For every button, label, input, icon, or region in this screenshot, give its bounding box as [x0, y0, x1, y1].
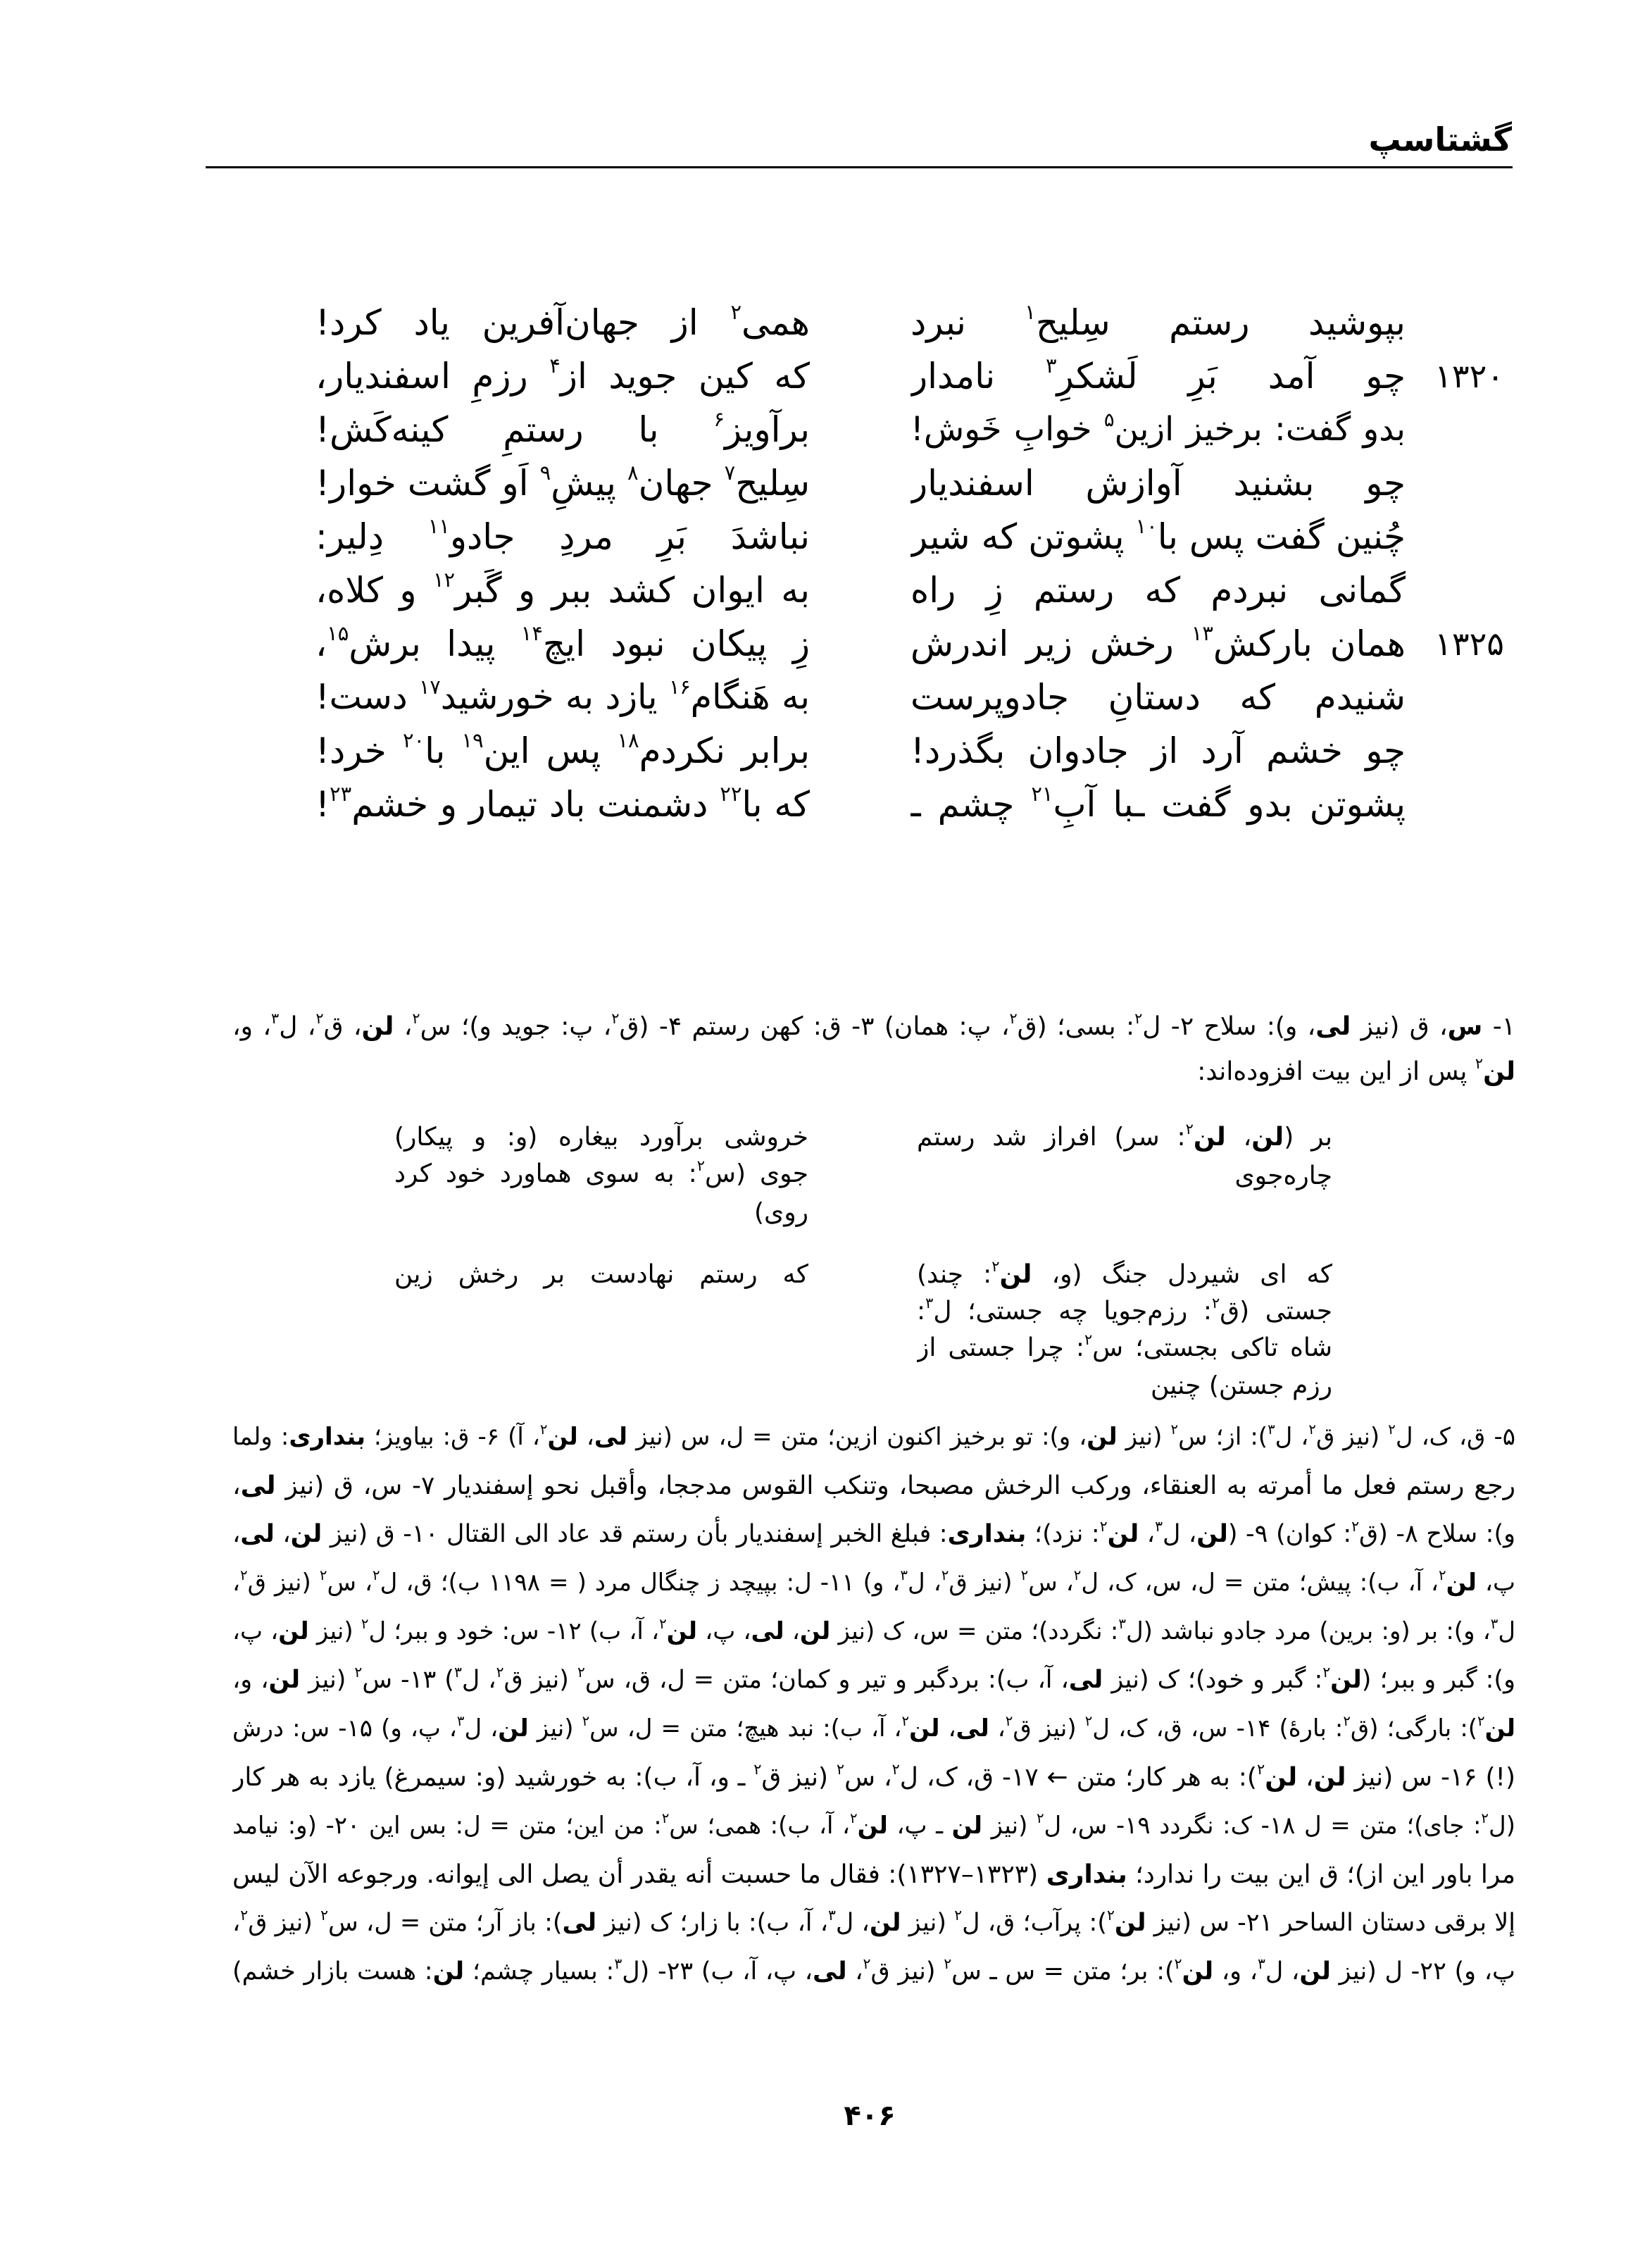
apparatus-line: (ل$^۲$: جای)؛ متن = ل ۱۸- ک: نگردد ۱۹- س، ل$^۲$ (نیز لن ـ پ، لن$^۲$، آ، ب): همی؛ س$^۲$: من این؛ متن = ل: بس این ۲۰- (و: نیامد [232, 1810, 1515, 1840]
footnote-ref: ۲ [1439, 1567, 1446, 1584]
footnote-ref: ۵ [1103, 409, 1115, 431]
footnote-ref: ۲ [1084, 1713, 1093, 1730]
hemistich-left: برآویز$^۶$ با رستمِ کینه‌کَش! [315, 407, 810, 450]
footnote-ref: ۱ [1025, 300, 1036, 325]
footnote-ref: ۱۳ [1191, 621, 1213, 646]
footnote-ref: ۱۲ [432, 568, 456, 592]
footnote-ref: ۳ [270, 1010, 280, 1028]
footnote-ref: ۲ [319, 1567, 327, 1584]
footnote-ref: ۲ [1343, 1713, 1351, 1730]
verse-number [1408, 296, 1504, 349]
siglum-bold: لن [278, 1617, 309, 1645]
hemistich-left: به ایوان کشد ببر و گَبر$^{۱۲}$ و کلاه، [315, 568, 810, 611]
apparatus-line: و): گبر و ببر؛ (لن$^۲$: گبر و خود)؛ ک (نیز لی، آ، ب): بردگبر و تیر و کمان؛ متن = ل، ق، س$^۲$ (نیز ق$^۲$، ل$^۳$) ۱۳- س$^۲$ (نیز لن، و، [232, 1663, 1515, 1694]
siglum-bold: لن [1483, 1057, 1515, 1086]
hemistich-right: چُنین گفت پس با$^{۱۰}$ پشوتن که شیر [911, 514, 1406, 557]
footnote-ref: ۲ [1073, 1567, 1082, 1584]
hemistich-right: همان بارکش$^{۱۳}$ رخش زیر اندرش [911, 621, 1406, 664]
apparatus-line: لن$^۲$): بارگی؛ (ق$^۲$: بارهٔ) ۱۴- س، ق، ک، ل$^۲$ (نیز ق$^۲$، لی، لن$^۲$، آ، ب): نبد هیچ؛ متن = ل، س$^۲$ (نیز لن، ل$^۳$، پ، و) ۱۵- س: درش [232, 1713, 1515, 1743]
verse-number [1408, 778, 1504, 831]
footnote-ref: ۲ [991, 1258, 1000, 1276]
added-verse-right-line: شاه تاکی بجستی؛ س$^۲$: چرا جستی از [917, 1331, 1332, 1362]
apparatus-line: إلا برقی دستان الساحر ۲۱- س (نیز لن$^۲$): پرآب؛ ق، ل$^۲$ (نیز لن، ل$^۳$، آ، ب): با زار؛ ک (نیز لی): باز آر؛ متن = ل، س$^۲$ (نیز ق$^۲$، [232, 1906, 1515, 1937]
verse-block [0, 0, 1652, 845]
footnote-ref: ۲ [1475, 1055, 1484, 1073]
footnote-ref: ۲ [354, 1663, 363, 1681]
apparatus-line: مرا باور این از)؛ ق این بیت را ندارد؛ بنداری (۱۳۲۳–۱۳۲۷): فقال ما حسبت أنه یقدر أن یصل الی إیوانه. ورجوعه الآن لیس [232, 1860, 1515, 1889]
verse-number: ۱۳۲۰ [1434, 357, 1504, 395]
added-verse-right-line: که ای شیردل جنگ (و، لن$^۲$: چند) [917, 1258, 1332, 1289]
siglum-bold: لن [1484, 1714, 1515, 1743]
footnote-ref: ۱۰ [1135, 514, 1158, 539]
siglum-bold: لی [813, 1957, 847, 1986]
footnote-ref: ۲ [836, 1761, 845, 1778]
siglum-bold: لن [799, 1617, 831, 1645]
footnote-ref: ۳ [1268, 1421, 1275, 1438]
siglum-bold: لن [1193, 1123, 1226, 1152]
siglum-bold: لن [1330, 1666, 1362, 1694]
footnote-ref: ۲ [1020, 1567, 1029, 1584]
footnote-ref: ۲ [1212, 1295, 1220, 1312]
siglum-bold: لن [498, 1714, 529, 1743]
footnote-ref: ۲ [696, 1157, 705, 1175]
siglum-bold: بنداری [947, 1520, 1027, 1548]
siglum-bold: لن [1446, 1569, 1477, 1597]
siglum-bold: لن [1299, 1957, 1331, 1986]
added-verse-right-line: بر (لن، لن$^۲$: سر) افراز شد رستم [917, 1121, 1332, 1152]
footnote-ref: ۲ [1009, 1010, 1018, 1028]
hemistich-left: سِلیح$^۷$ جهان$^۸$ پیشِ$^۹$ اَو گشت خوار! [315, 461, 810, 504]
apparatus-line: (!) ۱۶- س (نیز لن، لن$^۲$): به هر کار؛ متن ← ۱۷- ق، ک، ل$^۲$، س$^۲$ (نیز ق$^۲$ ـ و، آ، ب): به خورشید (و: سیمرغ) یازد به هر کار [232, 1761, 1515, 1792]
footnote-ref: ۱۴ [520, 621, 543, 646]
siglum-bold: لن [857, 1812, 888, 1840]
footnote-ref: ۲ [954, 1906, 963, 1924]
siglum-bold: لن [1087, 1423, 1118, 1451]
footnote-ref: ۲ [1322, 1663, 1331, 1681]
added-verse-left-line: جوی (س$^۲$: به سوی هماورد خود کرد [394, 1157, 808, 1188]
footnote-ref: ۲ [1005, 1713, 1013, 1730]
footnote-ref: ۲ [361, 1616, 369, 1633]
verse-number: ۱۳۲۵ [1434, 625, 1504, 663]
footnote-ref: ۲ [412, 1010, 420, 1028]
footnote-ref: ۲ [582, 1713, 590, 1730]
footnote-ref: ۲ [1106, 1906, 1115, 1924]
siglum-bold: لن [432, 1957, 465, 1986]
verse-row [0, 349, 1652, 403]
footnote-ref: ۲ [1099, 1517, 1108, 1535]
hemistich-left: به هَنگام$^{۱۶}$ یازد به خورشید$^{۱۷}$ دست! [315, 675, 810, 717]
siglum-bold: بنداری [289, 1423, 365, 1451]
added-verse-left-line: روی) [754, 1198, 808, 1227]
footnote-ref: ۲ [1036, 1810, 1044, 1827]
siglum-bold: لی [240, 1520, 275, 1548]
footnote-ref: ۸ [627, 461, 639, 485]
footnote-ref: ۱۸ [617, 728, 639, 753]
hemistich-right: بدو گفت: برخیز ازین$^۵$ خوابِ خَوش! [911, 409, 1406, 449]
footnote-ref: ۲ [891, 1761, 900, 1778]
footnote-ref: ۲ [539, 1421, 548, 1438]
footnote-ref: ۲ [1351, 1517, 1360, 1535]
verse-row [0, 403, 1652, 456]
siglum-bold: بنداری [1046, 1860, 1127, 1889]
siglum-bold: لن [1114, 1909, 1146, 1937]
hemistich-right: بپوشید رستم سِلیح$^۱$ نبرد [911, 300, 1406, 343]
siglum-bold: لی [956, 1714, 989, 1743]
footnote-ref: ۳ [828, 1906, 836, 1924]
hemistich-right: چو آمد بَرِ لَشکرِ$^۳$ نامدار [911, 354, 1406, 397]
verse-number [1408, 724, 1504, 778]
hemistich-left: زِ پیکان نبود ایچ$^{۱۴}$ پیدا برش$^{۱۵}$، [315, 621, 810, 664]
footnote-ref: ۲ [944, 1955, 952, 1972]
siglum-bold: لی [1068, 1666, 1103, 1694]
verse-row [0, 778, 1652, 831]
running-head-title: گشتاسپ [1368, 120, 1512, 158]
siglum-bold: لن [869, 1909, 901, 1937]
footnote-ref: ۲ [730, 300, 742, 325]
footnote-ref: ۲ [1170, 1421, 1179, 1438]
siglum-bold: س [1447, 1012, 1483, 1041]
verse-number [1408, 671, 1504, 724]
siglum-bold: لی [1315, 1012, 1351, 1041]
footnote-ref: ۲ [661, 1810, 670, 1827]
verse-row [0, 510, 1652, 563]
footnote-ref: ۲ [315, 1010, 324, 1028]
page-number: ۴۰۶ [844, 2100, 896, 2132]
footnote-ref: ۲ [496, 1663, 504, 1681]
footnote-ref: ۲ [1134, 1010, 1143, 1028]
footnote-ref: ۳ [900, 1567, 908, 1584]
footnote-ref: ۳ [1258, 1955, 1265, 1972]
apparatus-line: پ، لن$^۲$، آ، ب): پیش؛ متن = ل، س، ک، ل$^۲$، س$^۲$ (نیز ق$^۲$، ل$^۳$، و) ۱۱- ل: بپیچد ز چنگال مرد ( = ۱۱۹۸ ب)؛ ق، ل$^۲$، س$^۲$ (نیز ق$^۲$، [232, 1567, 1515, 1597]
siglum-bold: لن [1251, 1123, 1284, 1152]
verse-row [0, 563, 1652, 617]
footnote-ref: ۲ [753, 1761, 762, 1778]
verse-number [1408, 563, 1504, 617]
added-verse-left-line: که رستم نهادست بر رخش زین [394, 1260, 808, 1289]
added-verse-right-line: چاره‌جوی [1234, 1161, 1332, 1190]
hemistich-right: گمانی نبردم که رستم زِ راه [911, 570, 1406, 611]
apparatus-line: ۵- ق، ک، ل$^۲$ (نیز ق$^۲$، ل$^۳$): از؛ س$^۲$ (نیز لن، و): تو برخیز اکنون ازین؛ متن = ل، س (نیز لی، لن$^۲$، آ) ۶- ق: بیاویز؛ بنداری: ولما [232, 1421, 1515, 1451]
footnote-ref: ۲ [239, 1567, 248, 1584]
footnote-ref: ۲۰ [402, 728, 425, 753]
verse-row [0, 724, 1652, 778]
siglum-bold: لی [240, 1471, 276, 1500]
hemistich-right: چو خشم آرد از جادوان بگذرد! [911, 730, 1406, 771]
footnote-ref: ۱۵ [327, 621, 349, 646]
siglum-bold: لن [268, 1666, 301, 1694]
footnote-ref: ۲ [849, 1810, 858, 1827]
footnote-ref: ۲ [320, 1906, 328, 1924]
footnote-ref: ۶ [713, 407, 725, 432]
added-verse-right-line: رزم جستن) چنین [1150, 1371, 1332, 1400]
footnote-ref: ۲ [1481, 1810, 1489, 1827]
footnote-ref: ۳ [1118, 1616, 1126, 1633]
verse-row [0, 671, 1652, 724]
siglum-bold: لن [547, 1423, 578, 1451]
apparatus-line: پ، و) ۲۲- ل (نیز لن، ل$^۳$، و، لن$^۲$): بر؛ متن = س ـ س$^۲$ (نیز ق$^۲$، لی، پ، آ، ب) ۲۳- (ل$^۳$: بسیار چشم؛ لن: هست بازار خشم) [232, 1955, 1515, 1986]
footnote-ref: ۳ [1155, 1517, 1163, 1535]
siglum-bold: لن [361, 1012, 394, 1041]
footnote-ref: ۲ [611, 1010, 620, 1028]
hemistich-right: پشوتن بدو گفت ـبا آبِ$^{۲۱}$ چشم ـ [911, 782, 1406, 825]
footnote-ref: ۱۱ [427, 514, 450, 539]
footnote-ref: ۱۹ [461, 728, 484, 753]
verse-row [0, 617, 1652, 671]
footnote-ref: ۲ [901, 1713, 910, 1730]
hemistich-right: چو بشنید آوازش اسفندیار [911, 463, 1406, 504]
siglum-bold: لن [951, 1812, 983, 1840]
siglum-bold: لی [594, 1423, 628, 1451]
hemistich-left: نباشدَ بَرِ مردِ جادو$^{۱۱}$ دِلیر: [315, 514, 810, 557]
apparatus-line: و): سلاح ۸- (ق$^۲$: کوان) ۹- (لن، ل$^۳$، لن$^۲$: نزد)؛ بنداری: فبلغ الخبر إسفندیار بأن رستم قد عاد الی القتال ۱۰- ق (نیز لن، لی، [232, 1517, 1515, 1548]
siglum-bold: لن [1313, 1763, 1346, 1792]
verse-number [1408, 403, 1504, 456]
footnote-ref: ۹ [539, 461, 551, 485]
footnote-ref: ۳ [1045, 354, 1057, 378]
footnote-ref: ۲ [941, 1567, 949, 1584]
verse-number [1408, 456, 1504, 510]
footnote-line: ۱- س، ق (نیز لی، و): سلاح ۲- ل$^۲$: بسی؛ (ق$^۲$، پ: همان) ۳- ق: کهن رستم ۴- (ق$^۲$، پ: جوید و)؛ س$^۲$، لن، ق$^۲$، ل$^۳$، و، [232, 1010, 1515, 1041]
footnote-ref: ۱۷ [419, 675, 441, 699]
footnote-ref: ۳ [1490, 1616, 1498, 1633]
footnote-ref: ۲ [863, 1955, 871, 1972]
footnote-ref: ۲ [1308, 1421, 1316, 1438]
apparatus-line: ل$^۳$، و): بر (و: برین) مرد جادو نباشد (ل$^۳$: نگردد)؛ متن = س، ک (نیز لن، لی، پ، لن$^۲$، آ، ب) ۱۲- س: خود و ببر؛ ل$^۲$ (نیز لن، پ، [232, 1616, 1515, 1645]
verse-row [0, 296, 1652, 349]
footnote-ref: ۲ [1174, 1955, 1182, 1972]
footnote-ref: ۲۳ [330, 782, 352, 806]
footnote-line: لن$^۲$ پس از این بیت افزوده‌اند: [1197, 1055, 1515, 1086]
footnote-ref: ۳ [453, 1663, 462, 1681]
siglum-bold: لن [1107, 1520, 1139, 1548]
siglum-bold: لن [909, 1714, 940, 1743]
hemistich-left: که با$^{۲۲}$ دشمنت باد تیمار و خشم$^{۲۳}$! [315, 782, 810, 825]
siglum-bold: لن [1182, 1957, 1214, 1986]
siglum-bold: لی [751, 1617, 784, 1645]
siglum-bold: لن [1265, 1763, 1298, 1792]
footnote-ref: ۴ [549, 354, 561, 378]
siglum-bold: لن [1196, 1520, 1228, 1548]
footnote-ref: ۲۱ [1031, 782, 1053, 806]
added-verse-right-line: جستی (ق$^۲$: رزم‌جویا چه جستی؛ ل$^۳$: [917, 1295, 1332, 1326]
hemistich-right: شنیدم که دستانِ جادوپرست [911, 677, 1406, 718]
footnote-ref: ۱۶ [669, 675, 691, 699]
footnote-ref: ۲ [1256, 1761, 1265, 1778]
footnote-ref: ۲ [659, 1616, 667, 1633]
footnote-ref: ۳ [456, 1713, 465, 1730]
footnote-ref: ۷ [724, 461, 736, 485]
added-verse-left-line: خروشی برآورد بیغاره (و: و پیکار) [394, 1123, 808, 1152]
footnote-ref: ۲ [372, 1567, 380, 1584]
siglum-bold: لن [999, 1260, 1032, 1289]
footnote-ref: ۳ [614, 1955, 622, 1972]
footnote-ref: ۲ [1185, 1121, 1194, 1138]
hemistich-left: برابر نکردم$^{۱۸}$ پس این$^{۱۹}$ با$^{۲۰}$ خرد! [315, 728, 810, 771]
siglum-bold: لن [666, 1617, 698, 1645]
hemistich-left: که کین جوید از$^۴$ رزمِ اسفندیار، [315, 354, 810, 397]
verse-number [1408, 510, 1504, 563]
footnote-ref: ۲ [1388, 1421, 1396, 1438]
footnote-ref: ۲ [240, 1906, 249, 1924]
siglum-bold: لن [290, 1520, 323, 1548]
footnote-ref: ۲ [1477, 1713, 1485, 1730]
hemistich-left: همی$^۲$ از جهان‌آفرین یاد کرد! [315, 300, 810, 343]
footnote-ref: ۲ [577, 1663, 585, 1681]
footnote-ref: ۳ [925, 1295, 934, 1312]
footnote-ref: ۲۲ [720, 782, 742, 806]
footnote-ref: ۲ [1084, 1331, 1093, 1349]
verse-row [0, 456, 1652, 510]
apparatus-line: رجع رستم فعل ما أمرته به العنقاء، ورکب الرخش مصبحا، وتنکب القوس مدججا، وأقبل نحو إسفندیار ۷- س، ق (نیز لی، [232, 1471, 1515, 1500]
siglum-bold: لی [562, 1909, 597, 1937]
